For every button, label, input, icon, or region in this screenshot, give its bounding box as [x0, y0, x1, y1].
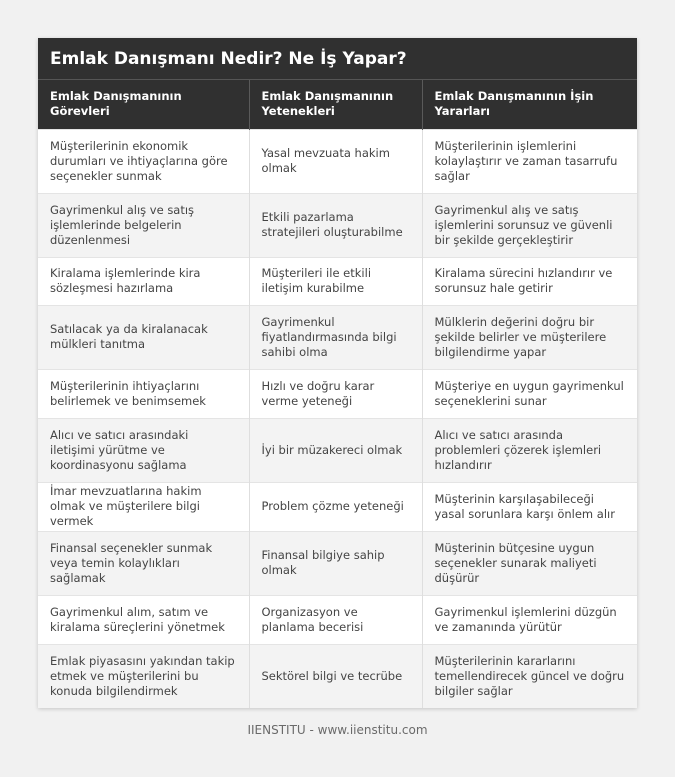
column-header-benefits: Emlak Danışmanının İşin Yararları — [422, 80, 637, 129]
table-row — [38, 305, 637, 369]
table-row — [38, 595, 637, 644]
table-cell: Yasal mevzuata hakim olmak — [249, 129, 422, 193]
table-cell: Müşteriye en uygun gayrimenkul seçeneklerini sunar — [422, 369, 637, 418]
info-table — [38, 80, 637, 708]
table-cell: Kiralama sürecini hızlandırır ve sorunsuz hale getirir — [422, 257, 637, 305]
table-cell: İyi bir müzakereci olmak — [249, 418, 422, 482]
table-cell: Sektörel bilgi ve tecrübe — [249, 644, 422, 708]
table-cell: Hızlı ve doğru karar verme yeteneği — [249, 369, 422, 418]
table-cell: Müşterilerinin ihtiyaçlarını belirlemek ve benimsemek — [38, 369, 249, 418]
table-cell: Organizasyon ve planlama becerisi — [249, 595, 422, 644]
table-cell: Müşterilerinin işlemlerini kolaylaştırır ve zaman tasarrufu sağlar — [422, 129, 637, 193]
table-cell: Gayrimenkul fiyatlandırmasında bilgi sahibi olma — [249, 305, 422, 369]
table-cell: Müşterilerinin kararlarını temellendirecek güncel ve doğru bilgiler sağlar — [422, 644, 637, 708]
table-row — [38, 482, 637, 531]
table-cell: Müşterinin karşılaşabileceği yasal sorunlara karşı önlem alır — [422, 482, 637, 531]
column-header-skills: Emlak Danışmanının Yetenekleri — [249, 80, 422, 129]
table-row — [38, 418, 637, 482]
table-cell: Finansal seçenekler sunmak veya temin kolaylıkları sağlamak — [38, 531, 249, 595]
table-row — [38, 129, 637, 193]
table-row — [38, 257, 637, 305]
footer-credit: IIENSTITU - www.iienstitu.com — [247, 723, 428, 737]
table-cell: Müşterinin bütçesine uygun seçenekler sunarak maliyeti düşürür — [422, 531, 637, 595]
table-cell: Gayrimenkul işlemlerini düzgün ve zamanında yürütür — [422, 595, 637, 644]
table-title: Emlak Danışmanı Nedir? Ne İş Yapar? — [38, 38, 637, 80]
table-cell: Satılacak ya da kiralanacak mülkleri tanıtma — [38, 305, 249, 369]
column-header-duties: Emlak Danışmanının Görevleri — [38, 80, 249, 129]
table-cell: Müşterilerinin ekonomik durumları ve ihtiyaçlarına göre seçenekler sunmak — [38, 129, 249, 193]
header-row — [38, 80, 637, 129]
table-row — [38, 644, 637, 708]
table-cell: Kiralama işlemlerinde kira sözleşmesi hazırlama — [38, 257, 249, 305]
table-row — [38, 369, 637, 418]
table-cell: Gayrimenkul alış ve satış işlemlerinde belgelerin düzenlenmesi — [38, 193, 249, 257]
table-cell: Müşterileri ile etkili iletişim kurabilme — [249, 257, 422, 305]
table-cell: Gayrimenkul alış ve satış işlemlerini sorunsuz ve güvenli bir şekilde gerçekleştirir — [422, 193, 637, 257]
table-cell: Etkili pazarlama stratejileri oluşturabilme — [249, 193, 422, 257]
table-cell: İmar mevzuatlarına hakim olmak ve müşterilere bilgi vermek — [38, 482, 249, 531]
table-row — [38, 193, 637, 257]
table-cell: Gayrimenkul alım, satım ve kiralama süreçlerini yönetmek — [38, 595, 249, 644]
table-cell: Finansal bilgiye sahip olmak — [249, 531, 422, 595]
table-cell: Mülklerin değerini doğru bir şekilde belirler ve müşterilere bilgilendirme yapar — [422, 305, 637, 369]
table-card — [38, 38, 637, 708]
table-cell: Problem çözme yeteneği — [249, 482, 422, 531]
table-row — [38, 531, 637, 595]
table-cell: Alıcı ve satıcı arasında problemleri çözerek işlemleri hızlandırır — [422, 418, 637, 482]
table-cell: Emlak piyasasını yakından takip etmek ve müşterilerini bu konuda bilgilendirmek — [38, 644, 249, 708]
table-cell: Alıcı ve satıcı arasındaki iletişimi yürütme ve koordinasyonu sağlama — [38, 418, 249, 482]
